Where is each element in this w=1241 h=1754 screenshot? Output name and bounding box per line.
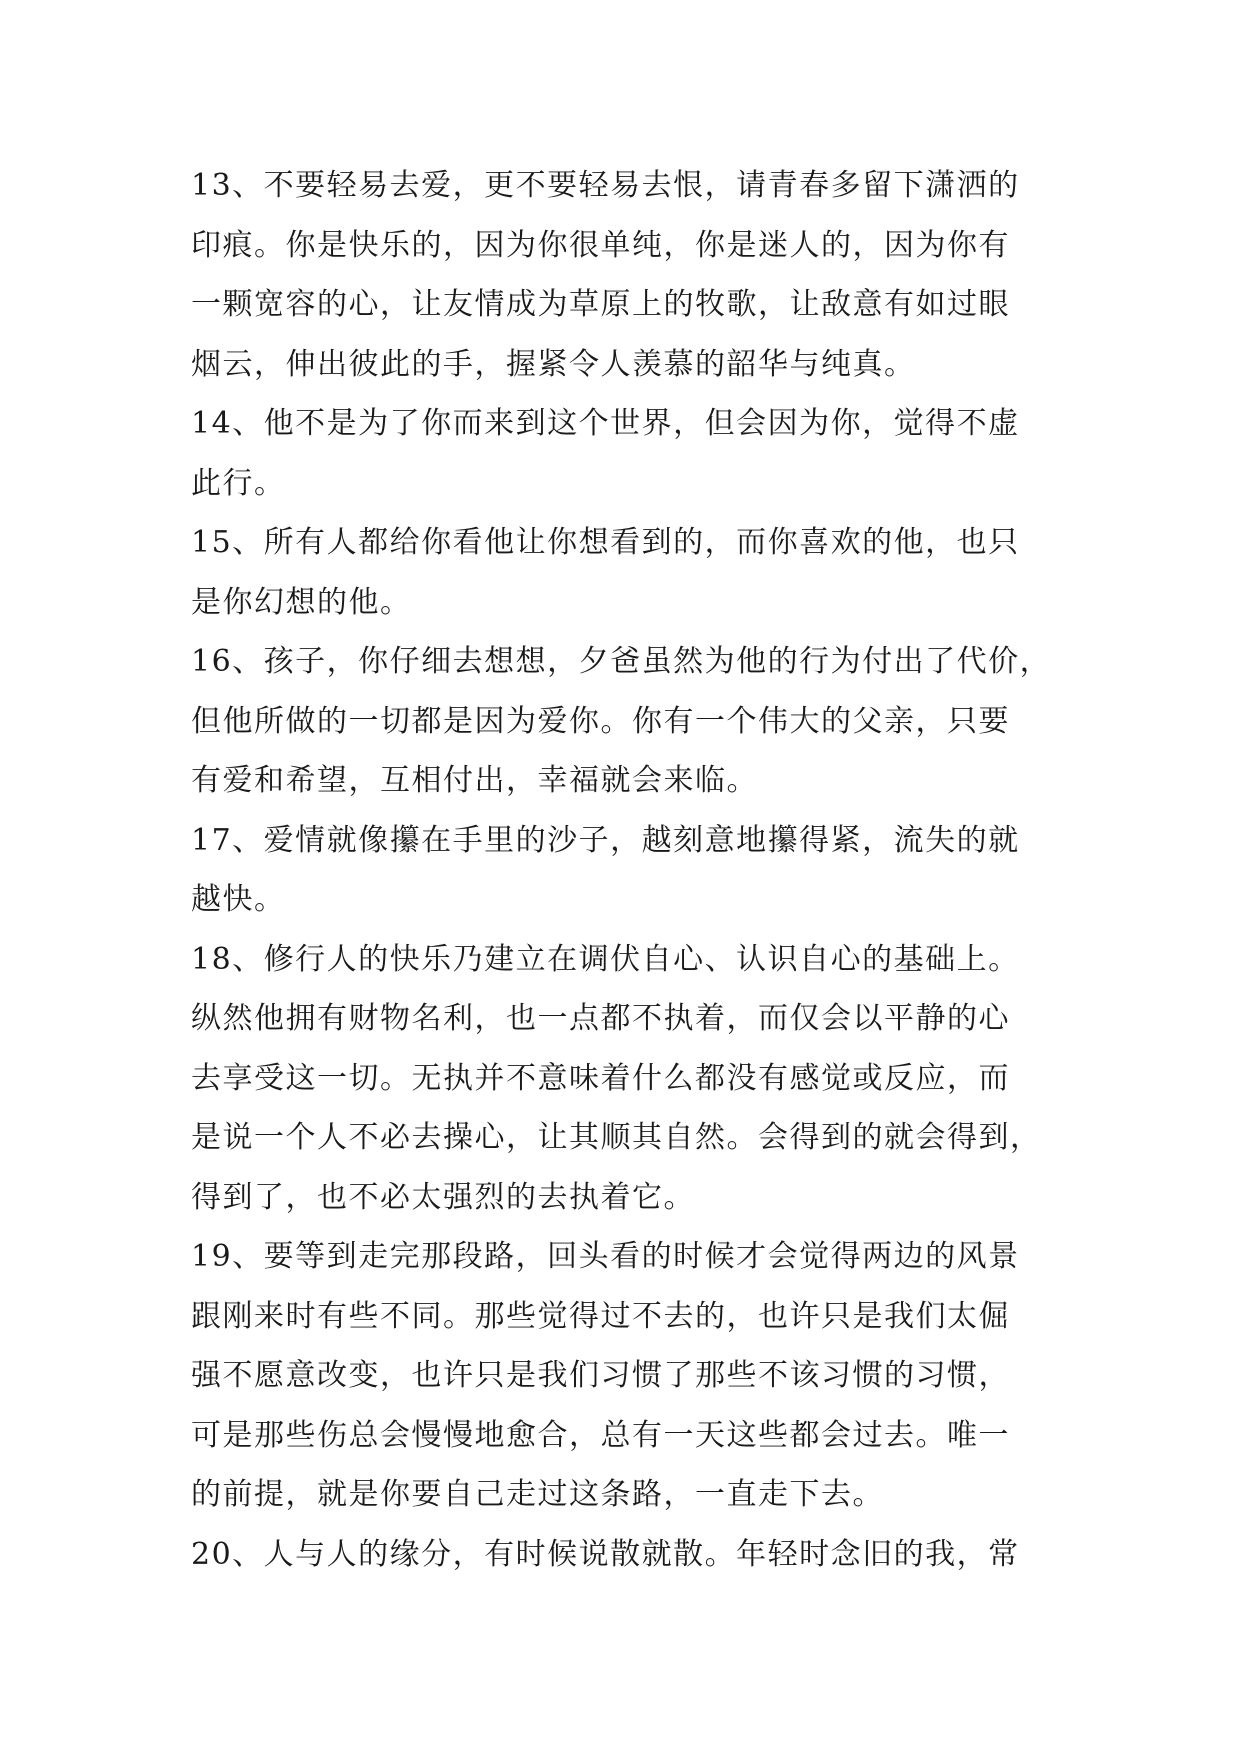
item-17-line-1: 17、爱情就像攥在手里的沙子，越刻意地攥得紧，流失的就 bbox=[191, 822, 1020, 858]
item-20-line-1: 20、人与人的缘分，有时候说散就散。年轻时念旧的我，常 bbox=[191, 1536, 1020, 1572]
item-19-line-4: 可是那些伤总会慢慢地愈合，总有一天这些都会过去。唯一 bbox=[191, 1417, 1010, 1453]
document-body bbox=[191, 156, 1071, 1584]
item-18-line-1: 18、修行人的快乐乃建立在调伏自心、认识自心的基础上。 bbox=[191, 941, 1020, 977]
item-13-line-4: 烟云，伸出彼此的手，握紧令人羡慕的韶华与纯真。 bbox=[191, 346, 916, 382]
item-19-line-2: 跟刚来时有些不同。那些觉得过不去的，也许只是我们太倔 bbox=[191, 1298, 1010, 1334]
item-19-line-1: 19、要等到走完那段路，回头看的时候才会觉得两边的风景 bbox=[191, 1239, 1020, 1274]
item-18-line-2: 纵然他拥有财物名利，也一点都不执着，而仅会以平静的心 bbox=[191, 1001, 1010, 1036]
item-16-line-1: 16、孩子，你仔细去想想，夕爸虽然为他的行为付出了代价， bbox=[191, 644, 1052, 679]
item-19-line-5: 的前提，就是你要自己走过这条路，一直走下去。 bbox=[191, 1477, 884, 1512]
item-13-line-1: 13、不要轻易去爱，更不要轻易去恨，请青春多留下潇洒的 bbox=[191, 168, 1020, 203]
item-16-line-3: 有爱和希望，互相付出，幸福就会来临。 bbox=[191, 763, 758, 798]
item-13-line-2: 印痕。你是快乐的，因为你很单纯，你是迷人的，因为你有 bbox=[191, 227, 1010, 263]
item-17-line-2: 越快。 bbox=[191, 882, 286, 917]
item-14-line-2: 此行。 bbox=[191, 465, 286, 501]
item-19-line-3: 强不愿意改变，也许只是我们习惯了那些不该习惯的习惯， bbox=[191, 1358, 1010, 1393]
item-14-line-1: 14、他不是为了你而来到这个世界，但会因为你，觉得不虚 bbox=[191, 406, 1020, 441]
item-18-line-4: 是说一个人不必去操心，让其顺其自然。会得到的就会得到， bbox=[191, 1120, 1042, 1155]
item-18-line-3: 去享受这一切。无执并不意味着什么都没有感觉或反应，而 bbox=[191, 1060, 1010, 1096]
item-18-line-5: 得到了，也不必太强烈的去执着它。 bbox=[191, 1179, 695, 1215]
item-15-line-2: 是你幻想的他。 bbox=[191, 584, 412, 620]
item-15-line-1: 15、所有人都给你看他让你想看到的，而你喜欢的他，也只 bbox=[191, 525, 1020, 560]
item-13-line-3: 一颗宽容的心，让友情成为草原上的牧歌，让敌意有如过眼 bbox=[191, 287, 1010, 322]
item-16-line-2: 但他所做的一切都是因为爱你。你有一个伟大的父亲，只要 bbox=[191, 703, 1010, 739]
